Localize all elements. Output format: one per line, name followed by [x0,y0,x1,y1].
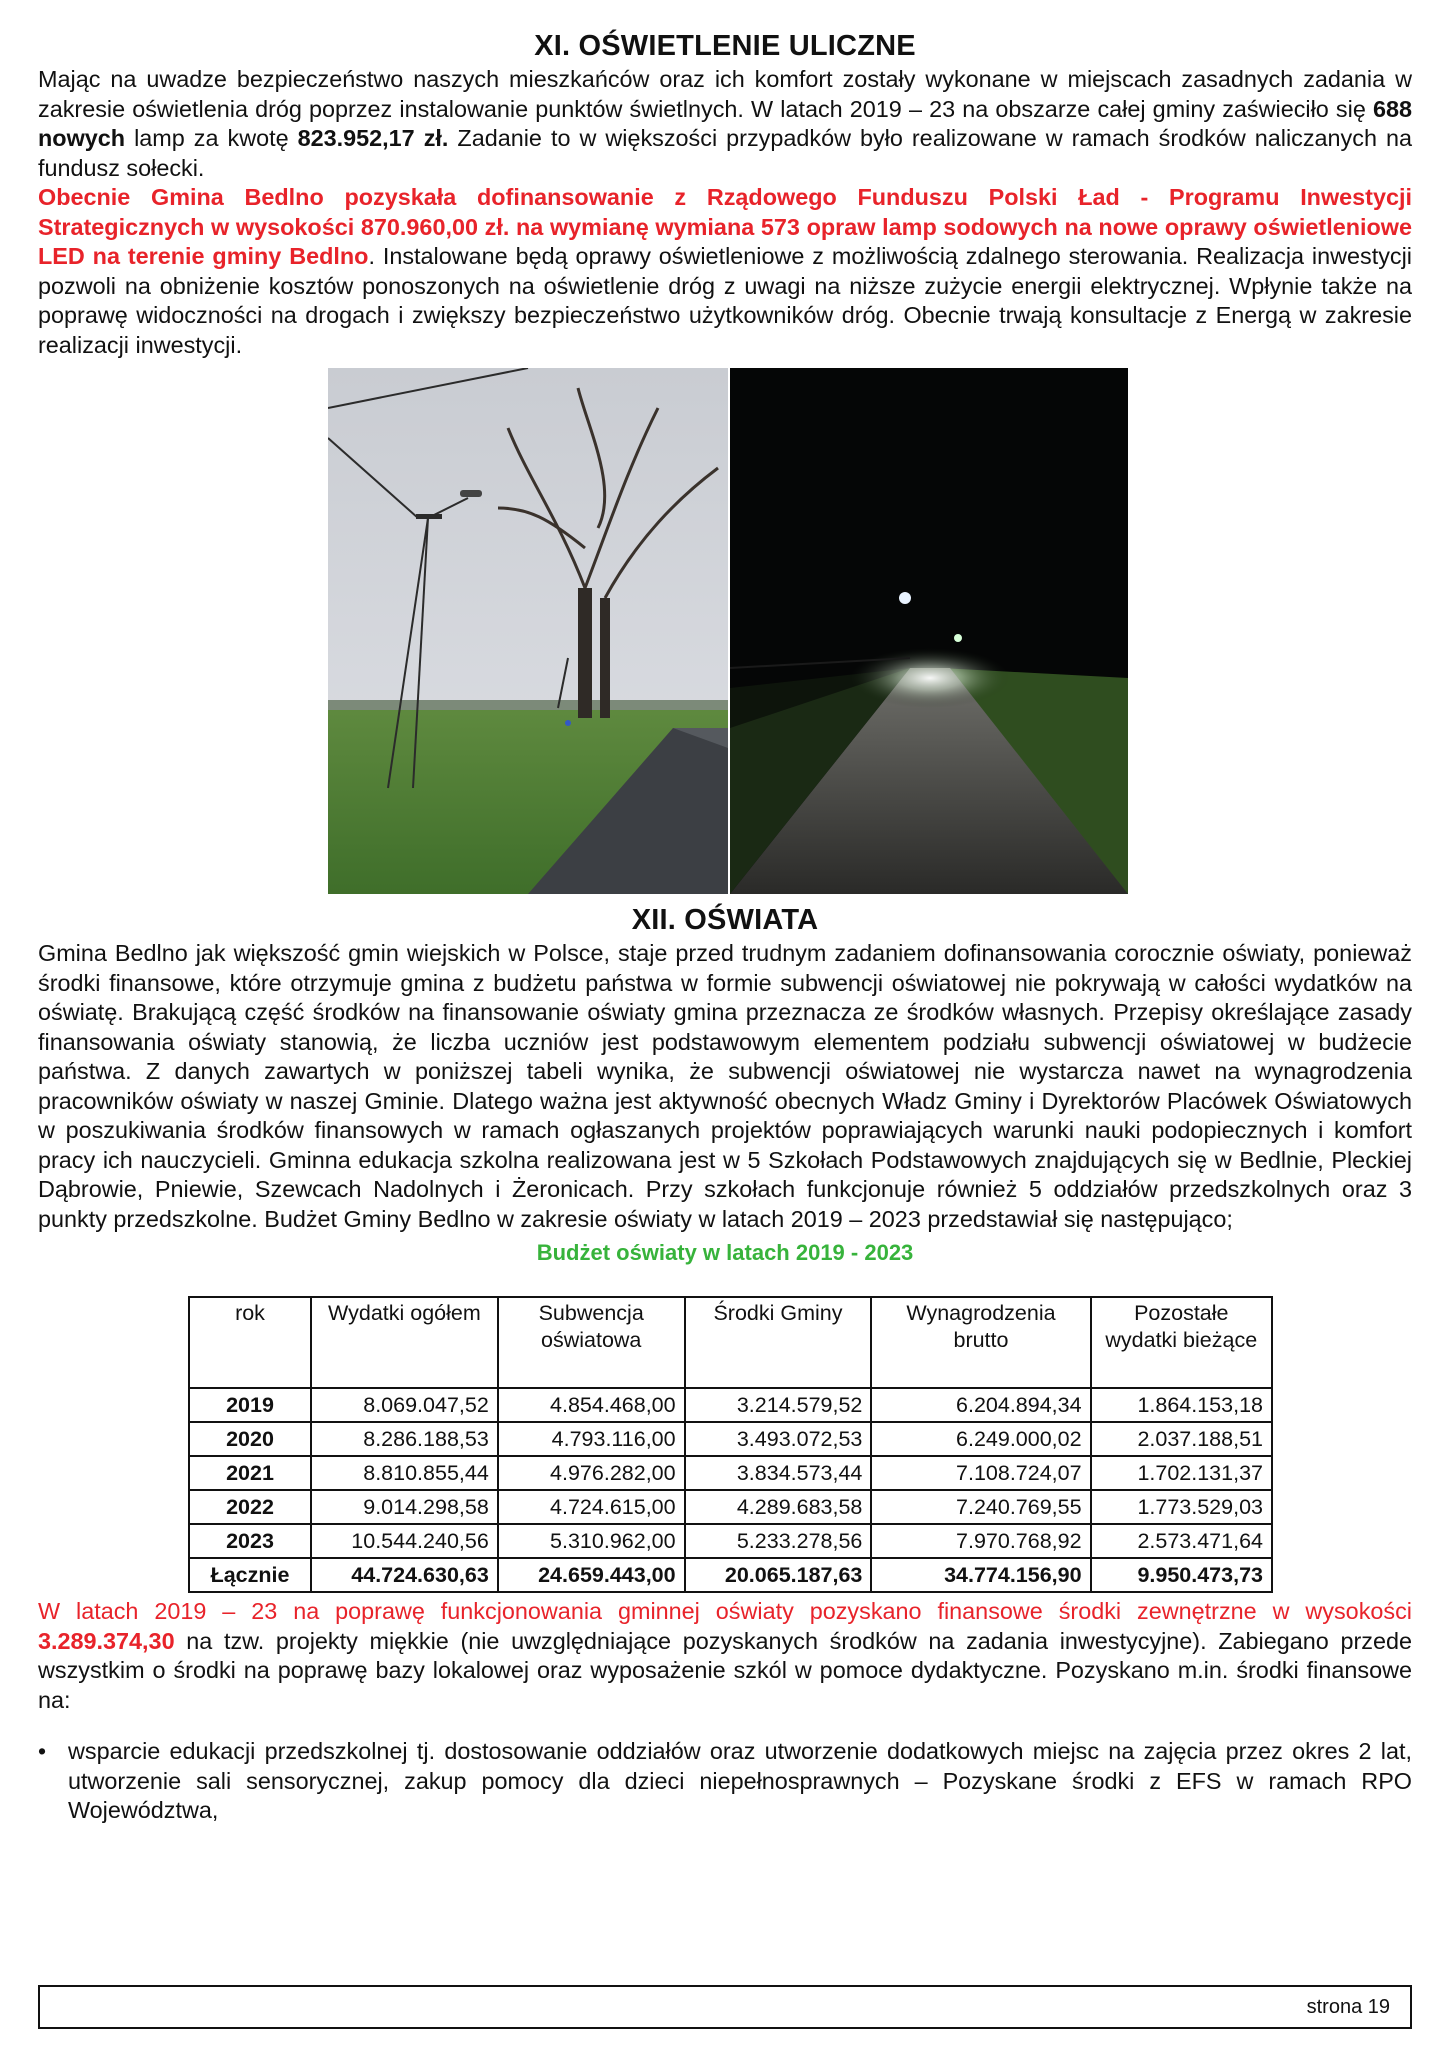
page-number: strona 19 [1306,1996,1390,2018]
table-row [189,1524,1272,1558]
col-header-subsidy: Subwencja oświatowa [498,1297,685,1388]
bullet-text: wsparcie edukacji przedszkolnej tj. dostosowanie oddziałów oraz utworzenie dodatkowych miejsc na zajęcia przez okres 2 lat, utworzenie sali sensorycznej, zakup pomocy dla dzieci niepełnosprawnych – Pozyskane środki z EFS w ramach RPO Województwa, [68,1738,1412,1823]
night-road-photo [730,368,1128,894]
table-row [189,1422,1272,1456]
cell: 4.289.683,58 [685,1490,872,1524]
page-footer [38,1985,1412,2029]
cell: 1.702.131,37 [1091,1456,1272,1490]
cell: 24.659.443,00 [498,1558,685,1592]
cell: 2021 [189,1456,311,1490]
table-header-row [189,1297,1272,1388]
list-item [38,1737,1412,1826]
cell: 20.065.187,63 [685,1558,872,1592]
funding-highlight: Obecnie Gmina Bedlno pozyskała dofinansowanie z Rządowego Funduszu Polski Ład - Programu Inwestycji Strategicznych w wysokości 870.960,00 zł. na wymianę wymiana 573 opraw lamp sodowych na nowe oprawy oświetleniowe LED na terenie gminy Bedlno [38,184,1412,269]
cell: 8.069.047,52 [311,1388,498,1422]
table-row [189,1388,1272,1422]
col-header-other-expenses: Pozostałe wydatki bieżące [1091,1297,1272,1388]
col-header-municipal-funds: Środki Gminy [685,1297,872,1388]
cell: 9.014.298,58 [311,1490,498,1524]
table-total-row [189,1558,1272,1592]
col-header-year: rok [189,1297,311,1388]
cell: 2.573.471,64 [1091,1524,1272,1558]
street-lighting-paragraph-1: Mając na uwadze bezpieczeństwo naszych mieszkańców oraz ich komfort zostały wykonane w miejscach zasadnych zadania w zakresie oświetlenia dróg poprzez instalowanie punktów świetlnych. W latach 2019 – 23 na obszarze całej gminy zaświeciło się 688 nowych lamp za kwotę 823.952,17 zł. Zadanie to w większości przypadków było realizowane w ramach środków naliczanych na fundusz sołecki. [38,66,1412,181]
education-paragraph-2: W latach 2019 – 23 na poprawę funkcjonowania gminnej oświaty pozyskano finansowe środki zewnętrzne w wysokości 3.289.374,30 na tzw. projekty miękkie (nie uwzględniające pozyskanych środków na zadania inwestycyjne). Zabiegano przede wszystkim o środki na poprawę bazy lokalowej oraz wyposażenie szkól w pomoce dydaktyczne. Pozyskano m.in. środki finansowe na: [38,1598,1412,1713]
col-header-total-expenses: Wydatki ogółem [311,1297,498,1388]
cell: 2022 [189,1490,311,1524]
lamps-amount: 823.952,17 zł. [297,125,449,151]
table-row [189,1490,1272,1524]
education-paragraph-1: Gmina Bedlno jak większość gmin wiejskich w Polsce, staje przed trudnym zadaniem dofinansowania corocznie oświaty, ponieważ środki finansowe, które otrzymuje gmina z budżetu państwa w formie subwencji oświatowej nie pokrywają w całości wydatków na oświatę. Brakującą część środków na finansowanie oświaty gmina przeznacza ze środków własnych. Przepisy określające zasady finansowania oświaty stanowią, że liczba uczniów jest podstawowym elementem podziału subwencji oświatowej w budżecie państwa. Z danych zawartych w poniższej tabeli wynika, że subwencji oświatowej nie wystarcza nawet na wynagrodzenia pracowników oświaty w naszej Gminie. Dlatego ważna jest aktywność obecnych Władz Gminy i Dyrektorów Placówek Oświatowych w poszukiwania środków finansowych w ramach ogłaszanych projektów poprawiających warunki nauki podopiecznych i komfort pracy ich nauczycieli. Gminna edukacja szkolna realizowana jest w 5 Szkołach Podstawowych znajdujących się w Bedlnie, Pleckiej Dąbrowie, Pniewie, Szewcach Nadolnych i Żeronicach. Przy szkołach funkcjonuje również 5 oddziałów przedszkolnych oraz 3 punkty przedszkolne. Budżet Gminy Bedlno w zakresie oświaty w latach 2019 – 2023 przedstawiał się następująco; [38,940,1412,1232]
cell: 4.793.116,00 [498,1422,685,1456]
street-lighting-photos [38,368,1412,898]
col-header-gross-salaries: Wynagrodzenia brutto [871,1297,1090,1388]
cell: 1.773.529,03 [1091,1490,1272,1524]
cell: 6.204.894,34 [871,1388,1090,1422]
cell: 8.286.188,53 [311,1422,498,1456]
section-title-education: XII. OŚWIATA [631,904,819,936]
cell: 8.810.855,44 [311,1456,498,1490]
bullet-icon: • [38,1738,47,1764]
cell: Łącznie [189,1558,311,1592]
cell: 7.970.768,92 [871,1524,1090,1558]
external-funds-amount: 3.289.374,30 [38,1627,175,1654]
cell: 4.854.468,00 [498,1388,685,1422]
cell: 2019 [189,1388,311,1422]
cell: 3.834.573,44 [685,1456,872,1490]
street-lighting-paragraph-2: Obecnie Gmina Bedlno pozyskała dofinansowanie z Rządowego Funduszu Polski Ład - Programu Inwestycji Strategicznych w wysokości 870.960,00 zł. na wymianę wymiana 573 opraw lamp sodowych na nowe oprawy oświetleniowe LED na terenie gminy Bedlno. Instalowane będą oprawy oświetleniowe z możliwością zdalnego sterowania. Realizacja inwestycji pozwoli na obniżenie kosztów ponoszonych na oświetlenie dróg z uwagi na niższe zużycie energii elektrycznej. Wpłynie także na poprawę widoczności na drogach i zwiększy bezpieczeństwo użytkowników dróg. Obecnie trwają konsultacje z Energą w zakresie realizacji inwestycji. [38,184,1412,358]
cell: 2.037.188,51 [1091,1422,1272,1456]
page-content [38,30,1412,1826]
external-funds-highlight: W latach 2019 – 23 na poprawę funkcjonowania gminnej oświaty pozyskano finansowe środki zewnętrzne w wysokości [38,1598,1412,1624]
cell: 7.108.724,07 [871,1456,1090,1490]
table-row [189,1456,1272,1490]
cell: 4.976.282,00 [498,1456,685,1490]
cell: 2023 [189,1524,311,1558]
cell: 6.249.000,02 [871,1422,1090,1456]
cell: 44.724.630,63 [311,1558,498,1592]
daytime-road-photo [328,368,728,894]
cell: 3.214.579,52 [685,1388,872,1422]
cell: 1.864.153,18 [1091,1388,1272,1422]
education-budget-table [188,1296,1273,1593]
cell: 7.240.769,55 [871,1490,1090,1524]
cell: 2020 [189,1422,311,1456]
section-title-street-lighting: XI. OŚWIETLENIE ULICZNE [534,30,916,62]
cell: 4.724.615,00 [498,1490,685,1524]
cell: 10.544.240,56 [311,1524,498,1558]
cell: 9.950.473,73 [1091,1558,1272,1592]
cell: 34.774.156,90 [871,1558,1090,1592]
cell: 5.310.962,00 [498,1524,685,1558]
cell: 3.493.072,53 [685,1422,872,1456]
new-lamps-count: 688 nowych [38,95,1412,151]
table-title: Budżet oświaty w latach 2019 - 2023 [536,1240,914,1265]
cell: 5.233.278,56 [685,1524,872,1558]
